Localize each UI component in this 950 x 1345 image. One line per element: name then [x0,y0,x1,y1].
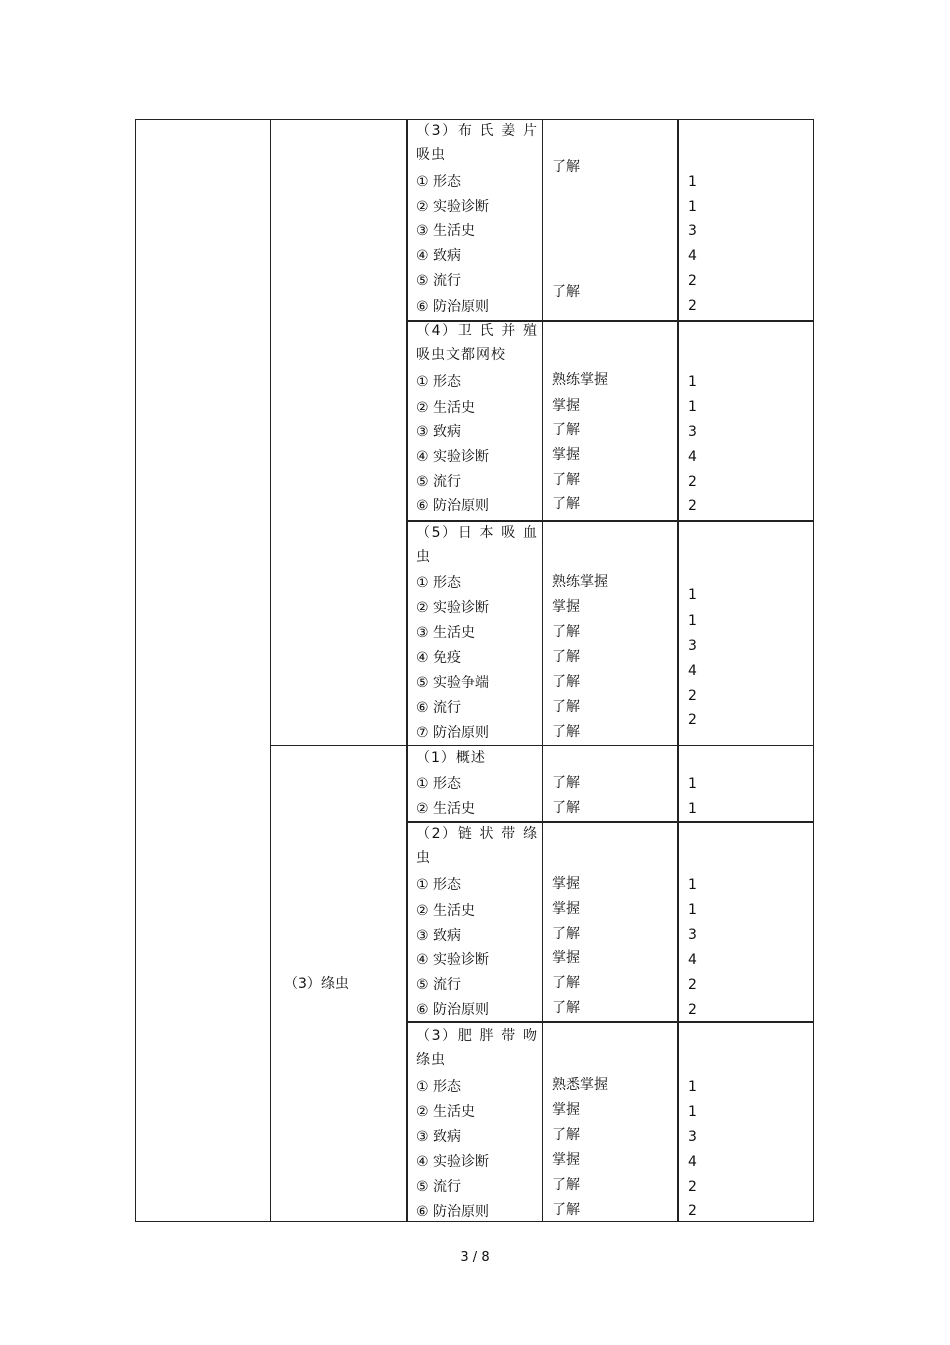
level: 了解 [552,1127,580,1143]
item: ④ 实验诊断 [416,449,490,465]
item: ② 生活史 [416,400,476,416]
item: ② 生活史 [416,801,476,817]
col-divider-4 [677,119,679,1222]
num: 2 [688,688,697,704]
level: 熟悉掌握 [552,1077,608,1093]
page-indicator: 3 / 8 [460,1250,490,1265]
num: 2 [688,498,697,514]
num: 2 [688,712,697,728]
level: 了解 [552,472,580,488]
num: 1 [688,1079,697,1095]
item: ③ 致病 [416,424,462,440]
level: 了解 [552,800,580,816]
num: 3 [688,223,697,239]
level: 了解 [552,422,580,438]
num: 3 [688,424,697,440]
num: 4 [688,663,697,679]
item: ⑤ 流行 [416,1179,462,1195]
level: 了解 [552,496,580,512]
item: ① 形态 [416,374,462,390]
item: ⑦ 防治原则 [416,725,490,741]
num: 3 [688,638,697,654]
num: 1 [688,613,697,629]
num: 1 [688,801,697,817]
item: ① 形态 [416,1079,462,1095]
level: 掌握 [552,398,580,414]
num: 4 [688,449,697,465]
num: 1 [688,902,697,918]
item: ③ 致病 [416,928,462,944]
item: ① 形态 [416,877,462,893]
num: 2 [688,298,697,314]
item: ② 实验诊断 [416,600,490,616]
item: ② 实验诊断 [416,199,490,215]
num: 3 [688,1129,697,1145]
level: 了解 [552,775,580,791]
item: ③ 生活史 [416,223,476,239]
level: 掌握 [552,447,580,463]
level: 熟练掌握 [552,574,608,590]
item: ② 生活史 [416,1104,476,1120]
block-title: （2）链 状 带 绦 虫 [416,826,538,866]
level: 了解 [552,1177,580,1193]
num: 2 [688,474,697,490]
level: 掌握 [552,876,580,892]
level: 熟练掌握 [552,372,608,388]
num: 2 [688,1203,697,1219]
item: ⑥ 流行 [416,700,462,716]
table-border-right [813,119,814,1222]
num: 1 [688,776,697,792]
item: ⑥ 防治原则 [416,1204,490,1220]
level: 了解 [552,624,580,640]
num: 4 [688,248,697,264]
num: 1 [688,399,697,415]
num: 4 [688,1154,697,1170]
section-label: （3）绦虫 [284,976,349,992]
item: ③ 生活史 [416,625,476,641]
item: ③ 致病 [416,1129,462,1145]
level: 掌握 [552,1152,580,1168]
num: 3 [688,927,697,943]
col-divider-2 [406,119,408,1222]
level: 了解 [552,724,580,740]
num: 1 [688,587,697,603]
item: ④ 实验诊断 [416,1154,490,1170]
item: ⑤ 流行 [416,474,462,490]
num: 1 [688,1104,697,1120]
level: 了解 [552,284,580,300]
level: 了解 [552,159,580,175]
num: 4 [688,952,697,968]
num: 1 [688,374,697,390]
table-border-left [135,119,136,1222]
num: 2 [688,273,697,289]
item: ④ 免疫 [416,650,462,666]
item: ④ 致病 [416,248,462,264]
level: 掌握 [552,901,580,917]
level: 掌握 [552,1102,580,1118]
item: ⑥ 防治原则 [416,299,490,315]
item: ⑥ 防治原则 [416,1002,490,1018]
block-title: （4）卫 氏 并 殖 吸虫文都网校 [416,323,538,363]
item: ② 生活史 [416,903,476,919]
level: 了解 [552,1202,580,1218]
item: ⑥ 防治原则 [416,498,490,514]
item: ① 形态 [416,776,462,792]
block-title: （1）概述 [416,750,486,766]
item: ⑤ 流行 [416,273,462,289]
level: 掌握 [552,950,580,966]
block-title: （3）肥 胖 带 吻 绦虫 [416,1028,538,1068]
col-divider-3 [542,119,543,1222]
item: ④ 实验诊断 [416,952,490,968]
level: 了解 [552,649,580,665]
item: ⑤ 流行 [416,977,462,993]
level: 了解 [552,699,580,715]
num: 1 [688,174,697,190]
level: 了解 [552,926,580,942]
num: 2 [688,977,697,993]
level: 了解 [552,1000,580,1016]
block-title: （3）布 氏 姜 片 吸虫 [416,123,538,163]
level: 了解 [552,674,580,690]
item: ⑤ 实验争端 [416,675,490,691]
row-divider-3 [270,745,814,746]
num: 1 [688,199,697,215]
num: 2 [688,1002,697,1018]
item: ① 形态 [416,575,462,591]
num: 2 [688,1179,697,1195]
level: 掌握 [552,599,580,615]
item: ① 形态 [416,174,462,190]
num: 1 [688,877,697,893]
level: 了解 [552,975,580,991]
block-title: （5）日 本 吸 血 虫 [416,525,538,565]
col-divider-1 [270,119,271,1222]
